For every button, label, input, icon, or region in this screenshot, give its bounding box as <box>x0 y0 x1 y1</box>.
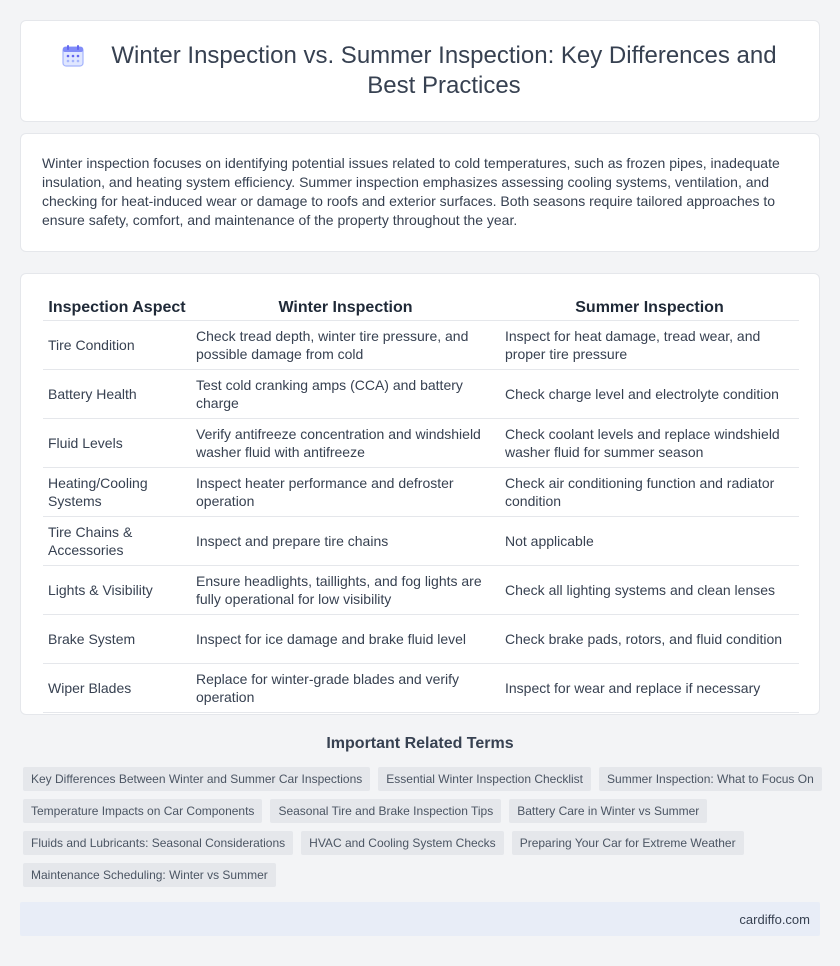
calendar-icon <box>60 43 86 69</box>
cell-summer: Inspect for heat damage, tread wear, and proper tire pressure <box>500 320 799 369</box>
table-row <box>43 369 799 418</box>
footer <box>20 902 820 936</box>
cell-aspect: Tire Condition <box>43 320 191 369</box>
related-tag[interactable]: Temperature Impacts on Car Components <box>23 799 262 823</box>
cell-winter: Replace for winter-grade blades and verify operation <box>191 663 500 712</box>
table-row <box>43 663 799 712</box>
related-tag[interactable]: Maintenance Scheduling: Winter vs Summer <box>23 863 276 887</box>
cell-aspect: Wiper Blades <box>43 663 191 712</box>
title-wrap <box>60 41 780 101</box>
cell-winter: Inspect for ice damage and brake fluid level <box>191 614 500 663</box>
table-row <box>43 614 799 663</box>
table-card <box>20 273 820 715</box>
related-tag[interactable]: Preparing Your Car for Extreme Weather <box>512 831 744 855</box>
table-row <box>43 565 799 614</box>
cell-aspect: Fluid Levels <box>43 418 191 467</box>
cell-winter: Verify antifreeze concentration and windshield washer fluid with antifreeze <box>191 418 500 467</box>
table-row <box>43 516 799 565</box>
table-header-row <box>43 294 799 320</box>
cell-aspect: Heating/Cooling Systems <box>43 467 191 516</box>
cell-aspect: Brake System <box>43 614 191 663</box>
cell-summer: Check air conditioning function and radiator condition <box>500 467 799 516</box>
page-title: Winter Inspection vs. Summer Inspection: Key Differences and Best Practices <box>111 42 777 99</box>
intro-text: Winter inspection focuses on identifying potential issues related to cold temperatures, such as frozen pipes, inadequate insulation, and heating system efficiency. Summer inspection emphasizes assessing cooling systems, ventilation, and checking for heat-induced wear or damage to roofs and exterior surfaces. Both seasons require tailored approaches to ensure safety, comfort, and maintenance of the property throughout the year. <box>42 155 780 228</box>
header-summer: Summer Inspection <box>500 294 799 320</box>
cell-summer: Check charge level and electrolyte condition <box>500 369 799 418</box>
table-row <box>43 320 799 369</box>
related-tag[interactable]: Summer Inspection: What to Focus On <box>599 767 822 791</box>
related-tag[interactable]: Seasonal Tire and Brake Inspection Tips <box>270 799 501 823</box>
cell-aspect: Battery Health <box>43 369 191 418</box>
header-winter: Winter Inspection <box>191 294 500 320</box>
cell-summer: Check coolant levels and replace windshield washer fluid for summer season <box>500 418 799 467</box>
header-card <box>20 20 820 122</box>
cell-summer: Not applicable <box>500 516 799 565</box>
related-tag[interactable]: Key Differences Between Winter and Summer Car Inspections <box>23 767 370 791</box>
related-tag[interactable]: Fluids and Lubricants: Seasonal Considerations <box>23 831 293 855</box>
cell-winter: Inspect and prepare tire chains <box>191 516 500 565</box>
related-tag[interactable]: Battery Care in Winter vs Summer <box>509 799 707 823</box>
intro-card <box>20 133 820 252</box>
related-terms-title: Important Related Terms <box>326 735 514 752</box>
cell-winter: Ensure headlights, taillights, and fog lights are fully operational for low visibility <box>191 565 500 614</box>
cell-summer: Inspect for wear and replace if necessary <box>500 663 799 712</box>
table-row <box>43 418 799 467</box>
cell-winter: Inspect heater performance and defroster operation <box>191 467 500 516</box>
cell-aspect: Lights & Visibility <box>43 565 191 614</box>
cell-summer: Check all lighting systems and clean lenses <box>500 565 799 614</box>
header-aspect: Inspection Aspect <box>43 294 191 320</box>
table-row <box>43 467 799 516</box>
cell-summer: Check brake pads, rotors, and fluid condition <box>500 614 799 663</box>
cell-winter: Check tread depth, winter tire pressure, and possible damage from cold <box>191 320 500 369</box>
related-tag[interactable]: Essential Winter Inspection Checklist <box>378 767 591 791</box>
cell-winter: Test cold cranking amps (CCA) and battery charge <box>191 369 500 418</box>
comparison-table <box>43 294 799 713</box>
related-tag[interactable]: HVAC and Cooling System Checks <box>301 831 504 855</box>
related-tags <box>23 767 823 887</box>
footer-site-link[interactable]: cardiffo.com <box>739 911 810 927</box>
cell-aspect: Tire Chains & Accessories <box>43 516 191 565</box>
